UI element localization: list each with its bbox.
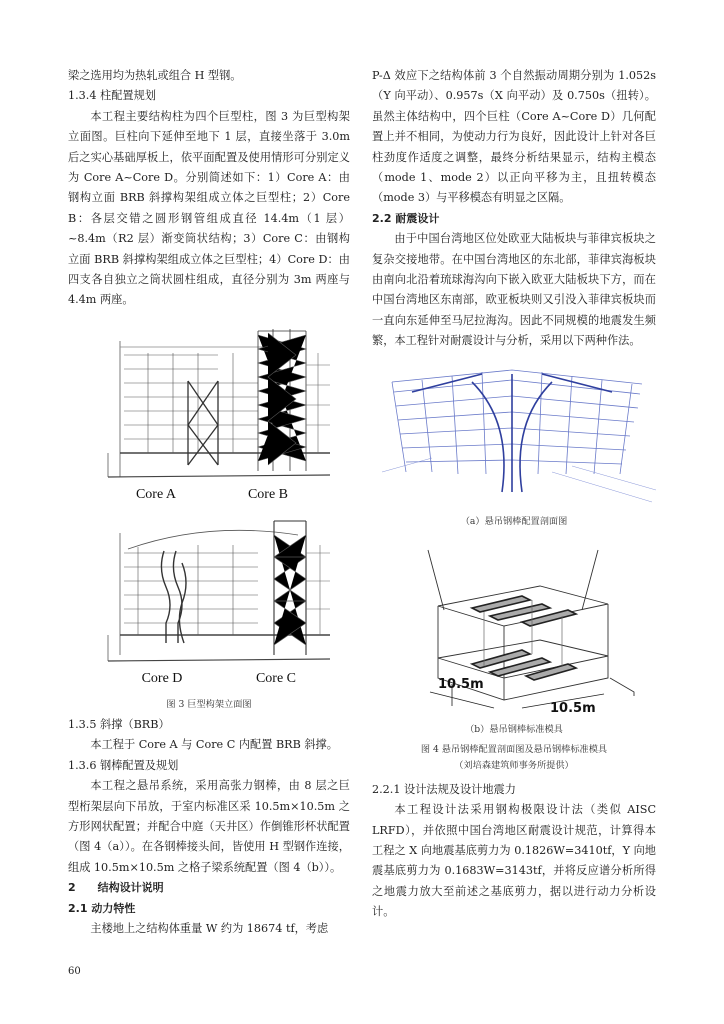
megastructure-elevation-drawings (68, 325, 350, 691)
paragraph-1-3-6: 本工程之悬吊系统，采用高张力钢棒，由 8 层之巨型桁架层向下吊放，于室内标准区采 10.5m×10.5m 之方形网状配置；并配合中庭（天井区）作倒锥形杯状配置（图 4（a））。在各钢棒接头间，皆使用 H 型钢作连接，组成 10.5m×10.5m 之格子梁系统配置（图 4（b））。 (68, 779, 350, 874)
figure-4b (372, 546, 656, 718)
heading-2-2-1: 2.2.1 设计法规及设计地震力 (372, 782, 516, 796)
paragraph-1-3-4: 本工程主要结构柱为四个巨型柱，图 3 为巨型构架立面图。巨柱向下延伸至地下 1 层，直接坐落于 3.0m 后之实心基础厚板上，依平面配置及使用情形可分别定义为 Core A~Core D。分别简述如下：1）Core A：由钢构立面 BRB 斜撑构架组成立体之巨型柱；2）Core B：各层交错之圆形钢管组成直径 14.4m（1 层）~8.4m（R2 层）渐变筒状结构；3）Core C：由钢构立面 BRB 斜撑构架组成立体之巨型柱；4）Core D：由四支各自独立之筒状圆柱组成，直径分别为 3m 两座与 4.4m 两座。 (68, 109, 350, 307)
core-a-label: Core A (135, 486, 177, 502)
figure-4-caption: 图 4 悬吊钢棒配置剖面图及悬吊钢棒标准模具 (420, 743, 608, 755)
heading-2: 2 结构设计说明 (68, 881, 164, 895)
core-b-label: Core B (247, 486, 289, 502)
heading-1-3-6: 1.3.6 钢棒配置及规划 (68, 758, 179, 772)
heading-1-3-4: 1.3.4 柱配置规划 (68, 89, 156, 103)
left-top-paragraph: 梁之选用均为热轧或组合 H 型钢。 (68, 69, 242, 82)
heading-2-1: 2.1 动力特性 (68, 901, 136, 915)
paragraph-1-3-5: 本工程于 Core A 与 Core C 内配置 BRB 斜撑。 (90, 738, 338, 752)
figure-3 (68, 325, 350, 691)
figure-4-credit: （刘培森建筑师事务所提供） (454, 759, 574, 771)
figure-4a-subcaption: （a）悬吊钢棒配置剖面图 (460, 515, 568, 527)
right-column (372, 66, 656, 923)
figure-3-caption: 图 3 巨型构架立面图 (166, 698, 252, 710)
paragraph-2-2-1: 本工程设计法采用钢构极限设计法（类似 AISC LRFD），并依照中国台湾地区耐震设计规范，计算得本工程之 X 向地震基底剪力为 0.1826W=3410tf，Y 向地震基底剪力为 0.1683W=3143tf，并将反应谱分析所得之地震力放大至前述之基底剪力，据以进行动力分析设计。 (372, 803, 656, 919)
page-number: 60 (68, 966, 81, 977)
heading-1-3-5: 1.3.5 斜撑（BRB） (68, 717, 170, 731)
figure-4a (372, 362, 656, 510)
heading-2-2: 2.2 耐震设计 (372, 211, 440, 225)
core-d-label: Core D (141, 670, 183, 686)
core-c-label: Core C (255, 670, 297, 686)
left-column (68, 66, 350, 939)
paragraph-2-2: 由于中国台湾地区位处欧亚大陆板块与菲律宾板块之复杂交接地带。在中国台湾地区的东北部，菲律宾海板块由南向北沿着琉球海沟向下嵌入欧亚大陆板块下方，而在中国台湾地区东南部，欧亚板块则又引没入菲律宾板块而一直向东延伸至马尼拉海沟。因此不同规模的地震发生频繁，本工程针对耐震设计与分析，采用以下两种作法。 (372, 232, 656, 348)
dimension-label-left: 10.5m (438, 676, 484, 692)
right-top-paragraph: P-Δ 效应下之结构体前 3 个自然振动周期分别为 1.052s（Y 向平动）、0.957s（X 向平动）及 0.750s（扭转）。虽然主体结构中，四个巨柱（Core A~Core D）几何配置上并不相同，为使动力行为良好，因此设计上针对各巨柱劲度作适度之调整，最终分析结果显示，结构主模态（mode 1、mode 2）以正向平移为主，且扭转模态（mode 3）与平移模态有明显之区隔。 (372, 69, 656, 205)
dimension-label-right: 10.5m (550, 700, 596, 716)
figure-4b-subcaption: （b）悬吊钢棒标准模具 (465, 723, 563, 735)
suspension-rod-section-rendering (372, 362, 656, 510)
suspension-rod-module-diagram (372, 546, 656, 718)
paragraph-2-1: 主楼地上之结构体重量 W 约为 18674 tf，考虑 (90, 921, 329, 935)
